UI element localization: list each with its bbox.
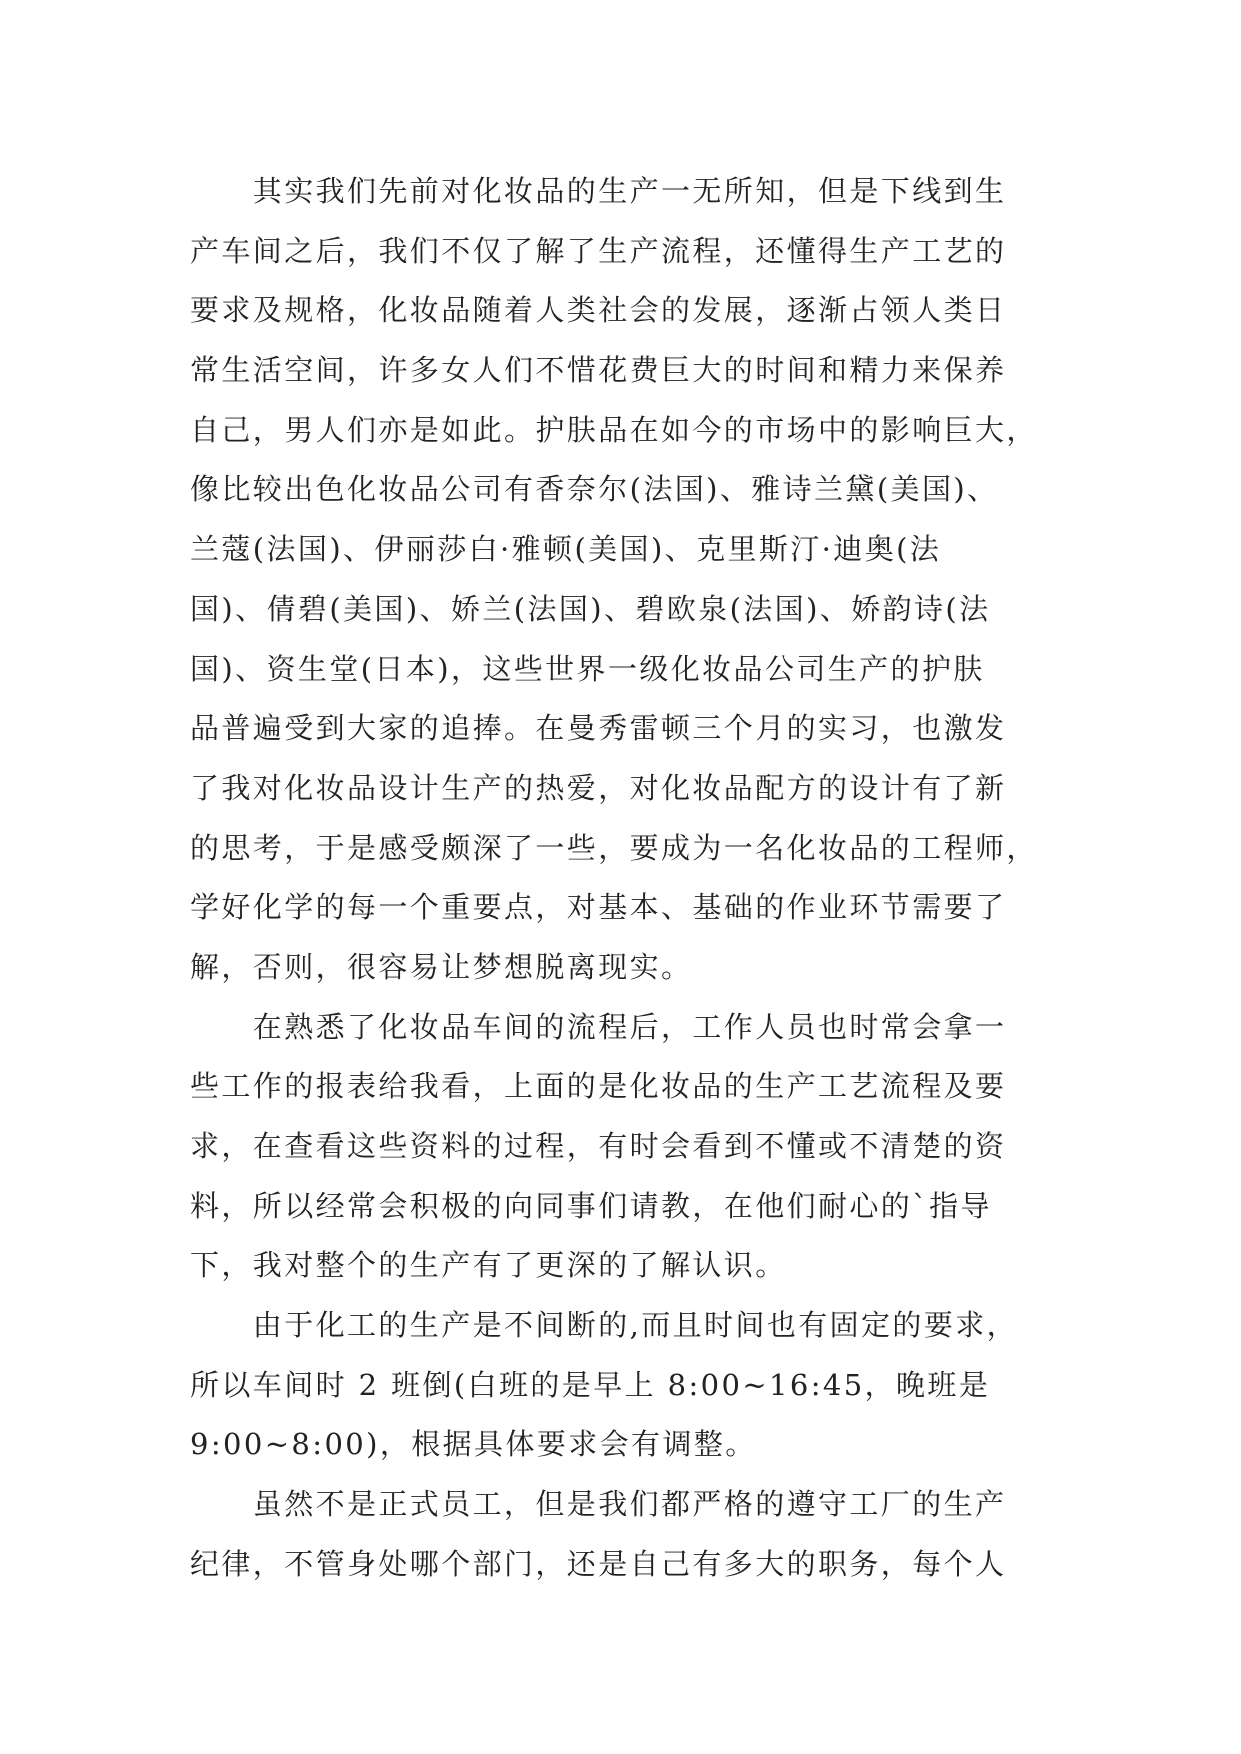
- text-line: 在熟悉了化妆品车间的流程后，工作人员也时常会拿一: [190, 1009, 1007, 1044]
- text-line: 产车间之后，我们不仅了解了生产流程，还懂得生产工艺的: [190, 233, 1007, 268]
- text-line: 其实我们先前对化妆品的生产一无所知，但是下线到生: [190, 174, 1007, 208]
- text-line: 国)、倩碧(美国)、娇兰(法国)、碧欧泉(法国)、娇韵诗(法: [190, 591, 991, 626]
- text-line: 常生活空间，许多女人们不惜花费巨大的时间和精力来保养: [190, 353, 1007, 388]
- text-line: 求，在查看这些资料的过程，有时会看到不懂或不清楚的资: [190, 1129, 1007, 1163]
- text-line: 解，否则，很容易让梦想脱离现实。: [190, 949, 693, 984]
- text-line: 国)、资生堂(日本)，这些世界一级化妆品公司生产的护肤: [190, 651, 985, 686]
- text-line: 品普遍受到大家的追捧。在曼秀雷顿三个月的实习，也激发: [190, 711, 1007, 746]
- text-line: 虽然不是正式员工，但是我们都严格的遵守工厂的生产: [190, 1487, 1007, 1522]
- text-line: 的思考，于是感受颇深了一些，要成为一名化妆品的工程师，: [190, 830, 1038, 865]
- text-line: 料，所以经常会积极的向同事们请教，在他们耐心的`指导: [190, 1188, 992, 1223]
- text-line: 像比较出色化妆品公司有香奈尔(法国)、雅诗兰黛(美国)、: [190, 472, 999, 507]
- text-line: 学好化学的每一个重要点，对基本、基础的作业环节需要了: [190, 890, 1007, 925]
- text-line: 些工作的报表给我看，上面的是化妆品的生产工艺流程及要: [190, 1069, 1007, 1104]
- text-line: 了我对化妆品设计生产的热爱，对化妆品配方的设计有了新: [190, 770, 1007, 805]
- text-line: 兰蔻(法国)、伊丽莎白·雅顿(美国)、克里斯汀·迪奥(法: [190, 532, 942, 567]
- text-line: 所以车间时 2 班倒(白班的是早上 8:00~16:45，晚班是: [190, 1367, 991, 1402]
- text-line: 由于化工的生产是不间断的,而且时间也有固定的要求，: [190, 1308, 1019, 1343]
- text-line: 9:00~8:00)，根据具体要求会有调整。: [190, 1427, 757, 1462]
- text-line: 要求及规格，化妆品随着人类社会的发展，逐渐占领人类日: [190, 293, 1007, 328]
- text-line: 下，我对整个的生产有了更深的了解认识。: [190, 1248, 787, 1283]
- text-line: 自己，男人们亦是如此。护肤品在如今的市场中的影响巨大，: [190, 412, 1038, 447]
- text-line: 纪律，不管身处哪个部门，还是自己有多大的职务，每个人: [190, 1546, 1007, 1581]
- document-body-text: [190, 162, 1070, 1595]
